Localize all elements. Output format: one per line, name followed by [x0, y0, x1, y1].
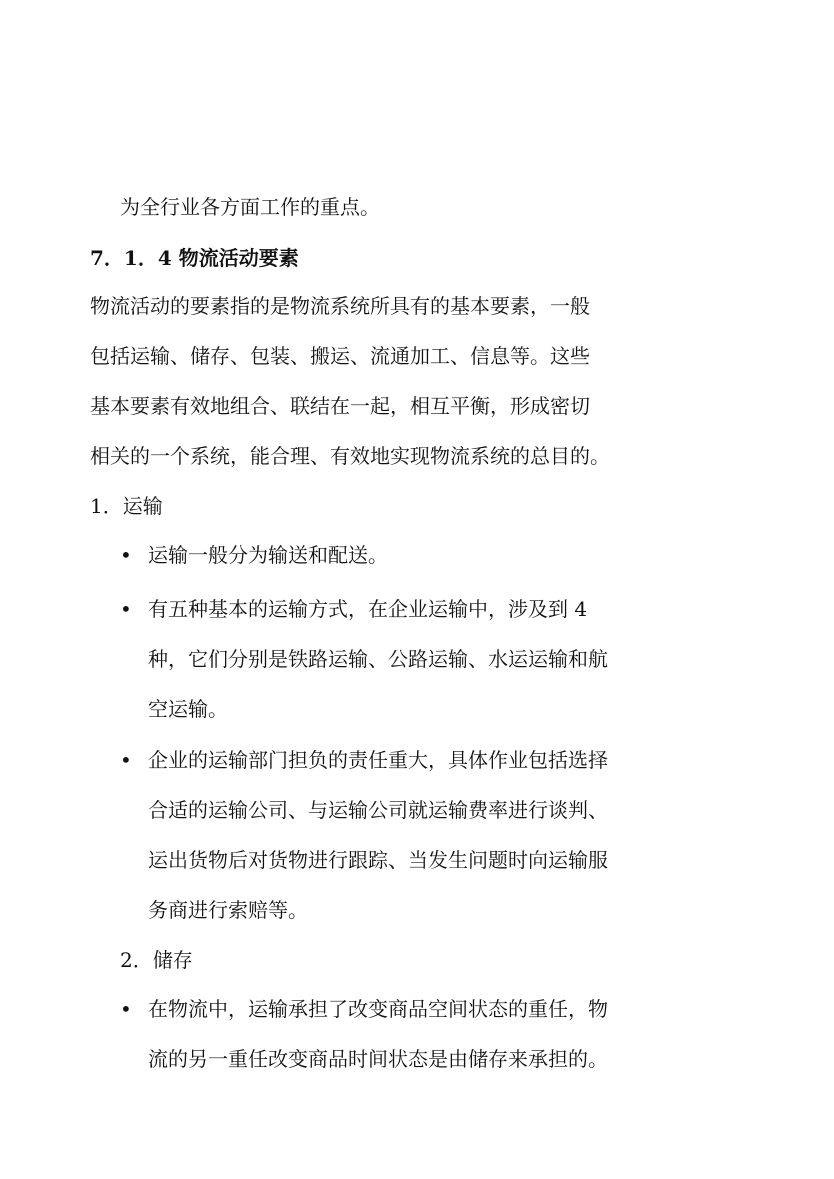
paragraph-line: 物流活动的要素指的是物流系统所具有的基本要素，一般 [90, 294, 590, 318]
bullet3-line: 合适的运输公司、与运输公司就运输费率进行谈判、 [148, 798, 608, 822]
bullet1-line: 运输一般分为输送和配送。 [148, 543, 388, 567]
bullet3-line: 运出货物后对货物进行跟踪、当发生问题时向运输服 [148, 848, 608, 872]
item2-title: 2．储存 [120, 948, 193, 972]
paragraph-line: 基本要素有效地组合、联结在一起，相互平衡，形成密切 [90, 394, 590, 418]
bullet4-line: 在物流中，运输承担了改变商品空间状态的重任，物 [148, 997, 608, 1021]
intro-line: 为全行业各方面工作的重点。 [120, 195, 380, 219]
bullet2-line: 种，它们分别是铁路运输、公路运输、水运运输和航 [148, 647, 608, 671]
bullet3-line: 企业的运输部门担负的责任重大，具体作业包括选择 [148, 748, 608, 772]
item1-title: 1．运输 [90, 494, 163, 518]
paragraph-line: 相关的一个系统，能合理、有效地实现物流系统的总目的。 [90, 444, 610, 468]
bullet-marker: • [120, 997, 132, 1021]
bullet-marker: • [120, 543, 132, 567]
paragraph-line: 包括运输、储存、包装、搬运、流通加工、信息等。这些 [90, 344, 590, 368]
bullet2-line: 有五种基本的运输方式，在企业运输中，涉及到 4 [148, 597, 588, 621]
section-heading: 7．1．4 物流活动要素 [90, 246, 299, 270]
bullet4-line: 流的另一重任改变商品时间状态是由储存来承担的。 [148, 1047, 608, 1071]
bullet-marker: • [120, 597, 132, 621]
bullet3-line: 务商进行索赔等。 [148, 898, 308, 922]
bullet2-line: 空运输。 [148, 697, 228, 721]
bullet-marker: • [120, 748, 132, 772]
